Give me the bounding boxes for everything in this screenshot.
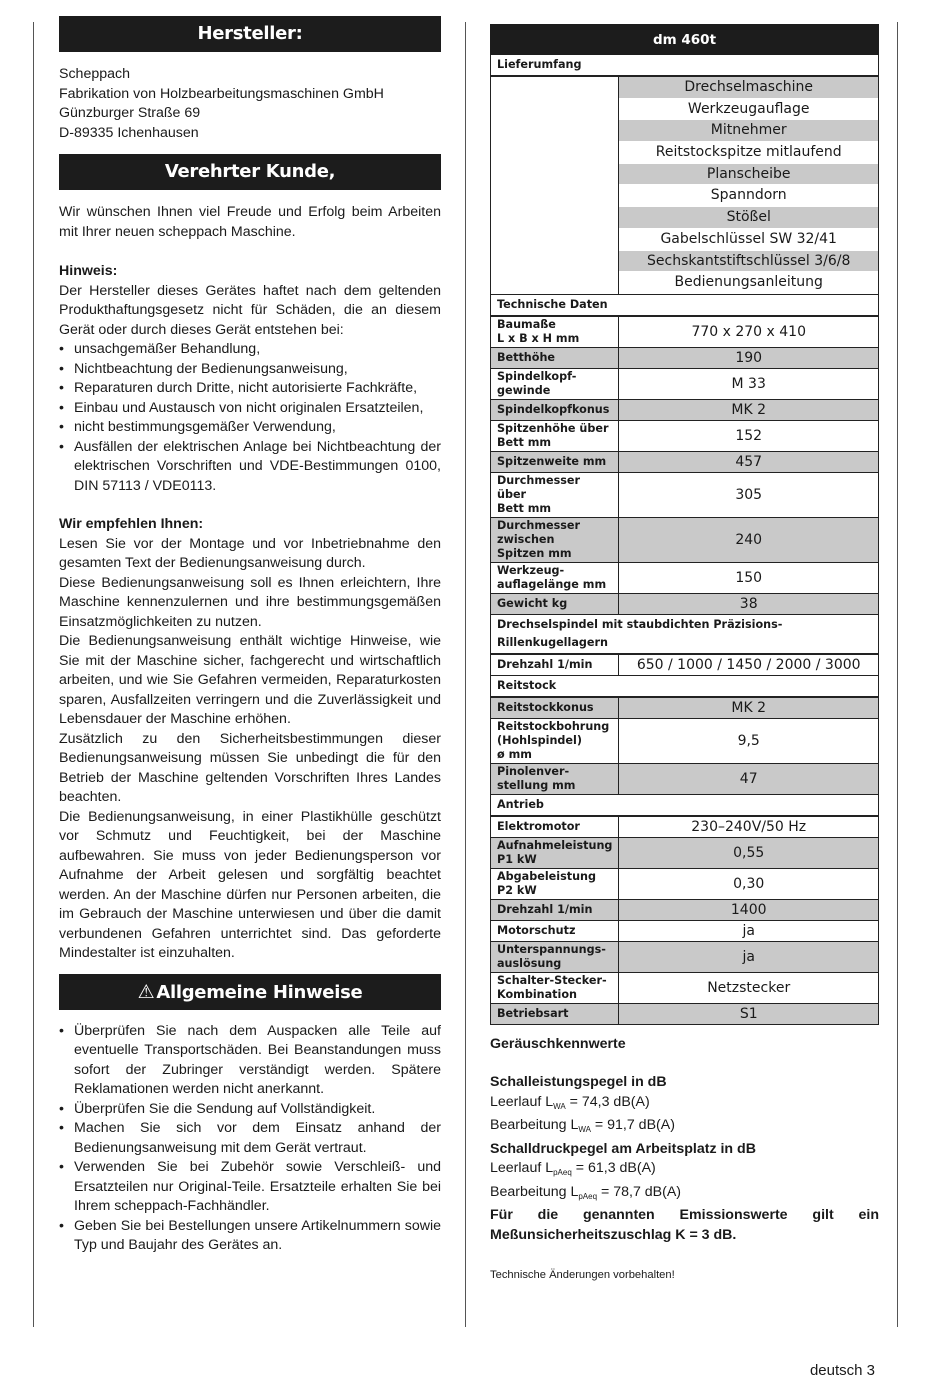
spec-value: 1400 (619, 899, 879, 920)
section-row (491, 675, 879, 697)
spec-value: 38 (619, 593, 879, 614)
spec-value: 152 (619, 420, 879, 451)
list-item: • Reparaturen durch Dritte, nicht autorisierte Fachkräfte, (59, 379, 441, 399)
address-line: Günzburger Straße 69 (59, 105, 201, 121)
table-row (491, 368, 879, 399)
spec-value: MK 2 (619, 399, 879, 420)
spec-value: MK 2 (619, 697, 879, 719)
subscript: WA (578, 1125, 591, 1135)
section-row (491, 794, 879, 816)
spec-label: Drehzahl 1/min (491, 654, 619, 676)
list-item: • Nichtbeachtung der Bedienungsanweisung, (59, 360, 441, 380)
spec-value: 47 (619, 763, 879, 794)
table-row (491, 972, 879, 1003)
lieferumfang-item: Planscheibe (619, 164, 878, 186)
table-row (491, 941, 879, 972)
lieferumfang-item: Reitstockspitze mitlaufend (619, 142, 878, 164)
table-row (491, 1003, 879, 1024)
spec-value: 305 (619, 472, 879, 517)
spec-value: M 33 (619, 368, 879, 399)
spec-label: Unterspannungs- auslösung (491, 941, 619, 972)
table-row (491, 451, 879, 472)
lieferumfang-item: Spanndorn (619, 185, 878, 207)
lieferumfang-item: Stößel (619, 207, 878, 229)
list-item: • unsachgemäßer Behandlung, (59, 340, 441, 360)
leistung-values (490, 1093, 879, 1140)
table-row (491, 868, 879, 899)
right-column (490, 24, 879, 1286)
table-row (491, 920, 879, 941)
table-row (491, 517, 879, 562)
table-row (491, 654, 879, 676)
table-row (491, 316, 879, 348)
table-row (491, 899, 879, 920)
spec-label: Gewicht kg (491, 593, 619, 614)
left-margin-line (33, 22, 34, 1327)
section-row (491, 294, 879, 316)
spec-label: Werkzeug- auflagelänge mm (491, 562, 619, 593)
lieferumfang-blank (491, 76, 619, 294)
paragraph: Diese Bedienungsanweisung soll es Ihnen erleichtern, Ihre Maschine kennenzulernen und ihre bestimmungsgemäßen Einsatzmöglichkeiten zu nutzen. (59, 574, 441, 630)
model-name: dm 460t (491, 25, 879, 55)
paragraph: Zusätzlich zu den Sicherheitsbestimmungen dieser Bedienungsanweisung müssen Sie unbedingt die für den Betrieb der Maschine geltenden Vorschriften Ihres Landes beachten. (59, 730, 441, 805)
spec-value: 150 (619, 562, 879, 593)
list-item: • Überprüfen Sie die Sendung auf Vollständigkeit. (59, 1100, 441, 1120)
intro-text: Wir wünschen Ihnen viel Freude und Erfolg beim Arbeiten mit Ihrer neuen scheppach Maschine. (59, 204, 441, 240)
section-label: Drechselspindel mit staubdichten Präzisions-Rillenkugellagern (491, 614, 879, 654)
allgemein-list (59, 1022, 441, 1256)
spec-label: Pinolenver- stellung mm (491, 763, 619, 794)
lieferumfang-item: Mitnehmer (619, 120, 878, 142)
right-margin-line (897, 22, 898, 1327)
column-divider-line (465, 22, 466, 1327)
spec-label: Motorschutz (491, 920, 619, 941)
spec-label: Spitzenhöhe über Bett mm (491, 420, 619, 451)
spec-value: ja (619, 941, 879, 972)
section-row (491, 614, 879, 654)
lieferumfang-item: Bedienungsanleitung (619, 272, 878, 294)
list-item: • Machen Sie sich vor dem Einsatz anhand der Bedienungsanweisung mit dem Gerät vertraut. (59, 1119, 441, 1158)
hinweis-text: Der Hersteller dieses Gerätes haftet nach dem geltenden Produkthaftungsgesetz nicht für Schäden, die an diesem Gerät oder durch dieses Gerät entstehen bei: (59, 282, 441, 338)
list-item: • Überprüfen Sie nach dem Auspacken alle Teile auf eventuelle Transportschäden. Bei Beanstandungen muss sofort der Zubringer verständigt werden. Spätere Reklamationen werden nicht anerkannt. (59, 1022, 441, 1100)
section-label: Reitstock (491, 675, 879, 697)
lieferumfang-item: Drechselmaschine (619, 77, 878, 99)
table-row (491, 697, 879, 719)
spec-value: 457 (619, 451, 879, 472)
spec-label: Aufnahmeleistung P1 kW (491, 837, 619, 868)
spec-label: Betthöhe (491, 347, 619, 368)
spec-label: Abgabeleistung P2 kW (491, 868, 619, 899)
table-row (491, 816, 879, 838)
table-row (491, 472, 879, 517)
paragraph: Lesen Sie vor der Montage und vor Inbetriebnahme den gesamten Text der Bedienungsanweisung durch. (59, 535, 441, 571)
kunde-banner: Verehrter Kunde, (59, 154, 441, 190)
lieferumfang-item: Gabelschlüssel SW 32/41 (619, 229, 878, 251)
technical-changes-note: Technische Änderungen vorbehalten! (490, 1269, 675, 1282)
list-item: • Geben Sie bei Bestellungen unsere Artikelnummern sowie Typ und Baujahr des Gerätes an. (59, 1217, 441, 1256)
spec-label: Betriebsart (491, 1003, 619, 1024)
table-header-row (491, 25, 879, 55)
warning-triangle-icon: ⚠ (137, 980, 155, 1003)
druck-values (490, 1159, 879, 1206)
manufacturer-address (59, 65, 441, 143)
noise-section (490, 1035, 879, 1286)
table-row (491, 420, 879, 451)
section-label: Lieferumfang (491, 55, 879, 77)
list-item: • nicht bestimmungsgemäßer Verwendung, (59, 418, 441, 438)
leistung-heading: Schalleistungspegel in dB (490, 1074, 667, 1091)
spec-label: Spitzenweite mm (491, 451, 619, 472)
spec-value: 0,55 (619, 837, 879, 868)
hinweis-list (59, 340, 441, 496)
lieferumfang-item: Sechskantstiftschlüssel 3/6/8 (619, 251, 878, 273)
table-row (491, 837, 879, 868)
spec-label: Durchmesser zwischen Spitzen mm (491, 517, 619, 562)
noise-value-line: Bearbeitung $L_{pAeq} = 78,7$ dB(A) (490, 1183, 682, 1201)
spec-label: Spindelkopfkonus (491, 399, 619, 420)
spec-label: Reitstockkonus (491, 697, 619, 719)
lieferumfang-item: Werkzeugauflage (619, 99, 878, 121)
lieferumfang-row (491, 76, 879, 294)
paragraph: Die Bedienungsanweisung, in einer Plastikhülle geschützt vor Schmutz und Feuchtigkeit, bei der Maschine aufbewahren. Sie muss von jeder Bedienungsperson vor Aufnahme der Arbeit gelesen und sorgfältig beachtet werden. An der Maschine dürfen nur Personen arbeiten, die im Gebrauch der Maschine unterwiesen und über die damit verbundenen Gefahren unterrichtet sind. Das geforderte Mindestalter ist einzuhalten. (59, 808, 441, 961)
druck-heading: Schalldruckpegel am Arbeitsplatz in dB (490, 1140, 756, 1157)
table-row (491, 399, 879, 420)
hinweis-heading: Hinweis: (59, 263, 118, 279)
subscript: WA (553, 1101, 566, 1111)
subscript: pAeq (553, 1168, 572, 1178)
spec-value: 9,5 (619, 718, 879, 763)
spec-label: Durchmesser über Bett mm (491, 472, 619, 517)
table-row (491, 763, 879, 794)
spec-value: 190 (619, 347, 879, 368)
spec-value: 650 / 1000 / 1450 / 2000 / 3000 (619, 654, 879, 676)
lieferumfang-items (619, 76, 879, 294)
left-column (59, 16, 441, 1256)
spec-value: 230–240V/50 Hz (619, 816, 879, 838)
allgemein-title: Allgemeine Hinweise (156, 981, 363, 1003)
spec-label: Baumaße L x B x H mm (491, 316, 619, 348)
address-line: Fabrikation von Holzbearbeitungsmaschinen GmbH (59, 85, 384, 102)
spec-label: Reitstockbohrung (Hohlspindel) ø mm (491, 718, 619, 763)
allgemein-banner (59, 974, 441, 1010)
spec-label: Drehzahl 1/min (491, 899, 619, 920)
address-line: Scheppach (59, 66, 130, 82)
noise-heading: Geräuschkennwerte (490, 1035, 626, 1052)
noise-value-line: Leerlauf $L_{WA} = 74,3$ dB(A) (490, 1093, 650, 1111)
address-line: D-89335 Ichenhausen (59, 124, 199, 141)
spec-table (490, 24, 879, 1025)
hersteller-banner: Hersteller: (59, 16, 441, 52)
spec-value: Netzstecker (619, 972, 879, 1003)
subscript: pAeq (578, 1191, 598, 1201)
uncertainty-note: Für die genannten Emissionswerte gilt ein Meßunsicherheitszuschlag K = 3 dB. (490, 1207, 879, 1243)
spec-value: S1 (619, 1003, 879, 1024)
table-row (491, 562, 879, 593)
list-item: • Einbau und Austausch von nicht originalen Ersatzteilen, (59, 399, 441, 419)
noise-value-line: Bearbeitung $L_{WA} = 91,7$ dB(A) (490, 1117, 675, 1135)
noise-value-line: Leerlauf $L_{pAeq} = 61,3$ dB(A) (490, 1160, 656, 1178)
spec-value: 240 (619, 517, 879, 562)
empfehlen-heading: Wir empfehlen Ihnen: (59, 516, 204, 532)
table-row (491, 593, 879, 614)
list-item: • Verwenden Sie bei Zubehör sowie Verschleiß- und Ersatzteilen nur Original-Teile. Ersatzteile erhalten Sie bei Ihrem scheppach-Fachhändler. (59, 1158, 441, 1217)
section-label: Technische Daten (491, 294, 879, 316)
section-row (491, 55, 879, 77)
page-footer: deutsch 3 (809, 1362, 875, 1379)
spec-label: Spindelkopf- gewinde (491, 368, 619, 399)
spec-label: Elektromotor (491, 816, 619, 838)
list-item: • Ausfällen der elektrischen Anlage bei Nichtbeachtung der elektrischen Vorschriften und VDE-Bestimmungen 0100, DIN 57113 / VDE0113. (59, 438, 441, 497)
section-label: Antrieb (491, 794, 879, 816)
table-row (491, 347, 879, 368)
spec-label: Schalter-Stecker- Kombination (491, 972, 619, 1003)
empfehlen-text (59, 535, 441, 964)
table-row (491, 718, 879, 763)
spec-value: ja (619, 920, 879, 941)
spec-value: 0,30 (619, 868, 879, 899)
paragraph: Die Bedienungsanweisung enthält wichtige Hinweise, wie Sie mit der Maschine sicher, fachgerecht und wirtschaftlich arbeiten, und wie Sie Gefahren vermeiden, Reparaturkosten sparen, Ausfallzeiten verringern und die Zuverlässigkeit und Lebensdauer der Maschine erhöhen. (59, 633, 441, 727)
spec-value: 770 x 270 x 410 (619, 316, 879, 348)
